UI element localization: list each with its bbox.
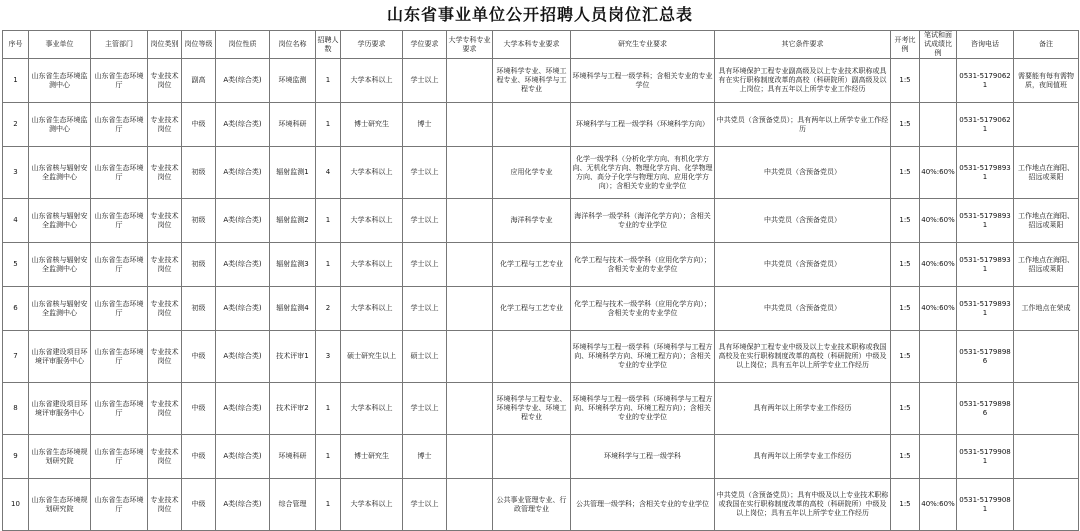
table-row — [3, 147, 1079, 199]
row-number: 9 — [3, 435, 29, 479]
exam-ratio-cell: 40%:60% — [920, 147, 957, 199]
other-requirements-cell: 具有两年以上所学专业工作经历 — [715, 383, 891, 435]
ratio-cell: 1:5 — [891, 59, 920, 103]
dept-cell: 山东省生态环境厅 — [91, 59, 148, 103]
college-major-cell — [447, 147, 493, 199]
note-cell: 工作地点在海阳、招远或莱阳 — [1014, 243, 1079, 287]
post-cell: 辐射监测4 — [270, 287, 316, 331]
row-number: 6 — [3, 287, 29, 331]
nature-cell: A类(综合类) — [216, 147, 270, 199]
table-row — [3, 331, 1079, 383]
column-header: 大学专科专业要求 — [447, 31, 493, 59]
bachelor-major-cell — [493, 103, 571, 147]
graduate-major-cell: 环境科学与工程一级学科 — [571, 435, 715, 479]
count-cell: 3 — [316, 331, 341, 383]
other-requirements-cell: 具有两年以上所学专业工作经历 — [715, 435, 891, 479]
level-cell: 初级 — [182, 243, 216, 287]
category-cell: 专业技术岗位 — [148, 435, 182, 479]
post-cell: 技术评审2 — [270, 383, 316, 435]
bachelor-major-cell: 应用化学专业 — [493, 147, 571, 199]
degree-cell: 博士 — [403, 435, 447, 479]
note-cell — [1014, 479, 1079, 531]
count-cell: 4 — [316, 147, 341, 199]
level-cell: 中级 — [182, 435, 216, 479]
note-cell: 工作地点在海阳、招远或莱阳 — [1014, 147, 1079, 199]
phone-cell: 0531-51790621 — [957, 103, 1014, 147]
graduate-major-cell: 化学一级学科（分析化学方向、有机化学方向、无机化学方向、物理化学方向、化学物理方向、高分子化学与物理方向、应用化学方向）；含相关专业的专业学位 — [571, 147, 715, 199]
unit-cell: 山东省生态环境规划研究院 — [29, 435, 91, 479]
exam-ratio-cell: 40%:60% — [920, 199, 957, 243]
dept-cell: 山东省生态环境厅 — [91, 331, 148, 383]
bachelor-major-cell: 化学工程与工艺专业 — [493, 287, 571, 331]
nature-cell: A类(综合类) — [216, 103, 270, 147]
column-header: 招聘人数 — [316, 31, 341, 59]
degree-cell: 学士以上 — [403, 59, 447, 103]
level-cell: 中级 — [182, 383, 216, 435]
degree-cell: 博士 — [403, 103, 447, 147]
category-cell: 专业技术岗位 — [148, 103, 182, 147]
column-header: 岗位类别 — [148, 31, 182, 59]
category-cell: 专业技术岗位 — [148, 287, 182, 331]
note-cell — [1014, 103, 1079, 147]
level-cell: 副高 — [182, 59, 216, 103]
other-requirements-cell: 中共党员（含预备党员） — [715, 199, 891, 243]
row-number: 10 — [3, 479, 29, 531]
exam-ratio-cell — [920, 103, 957, 147]
bachelor-major-cell: 环境科学专业、环境工程专业、环境科学与工程专业 — [493, 59, 571, 103]
dept-cell: 山东省生态环境厅 — [91, 383, 148, 435]
table-row — [3, 59, 1079, 103]
education-cell: 大学本科以上 — [341, 479, 403, 531]
phone-cell: 0531-51798931 — [957, 287, 1014, 331]
other-requirements-cell: 中共党员（含预备党员）；具有中级及以上专业技术职称或我国在实行职称制度改革的高校（科研院所）中级及以上岗位；具有五年以上所学专业工作经历 — [715, 479, 891, 531]
ratio-cell: 1:5 — [891, 103, 920, 147]
bachelor-major-cell: 海洋科学专业 — [493, 199, 571, 243]
degree-cell: 硕士以上 — [403, 331, 447, 383]
post-cell: 环境科研 — [270, 103, 316, 147]
row-number: 1 — [3, 59, 29, 103]
ratio-cell: 1:5 — [891, 479, 920, 531]
phone-cell: 0531-51798931 — [957, 199, 1014, 243]
nature-cell: A类(综合类) — [216, 383, 270, 435]
level-cell: 中级 — [182, 331, 216, 383]
column-header: 事业单位 — [29, 31, 91, 59]
level-cell: 中级 — [182, 479, 216, 531]
count-cell: 1 — [316, 243, 341, 287]
bachelor-major-cell — [493, 435, 571, 479]
college-major-cell — [447, 103, 493, 147]
count-cell: 1 — [316, 199, 341, 243]
row-number: 5 — [3, 243, 29, 287]
post-cell: 综合管理 — [270, 479, 316, 531]
nature-cell: A类(综合类) — [216, 287, 270, 331]
dept-cell: 山东省生态环境厅 — [91, 243, 148, 287]
unit-cell: 山东省核与辐射安全监测中心 — [29, 147, 91, 199]
note-cell: 需要能有每有需物质，夜间值班 — [1014, 59, 1079, 103]
education-cell: 大学本科以上 — [341, 147, 403, 199]
row-number: 8 — [3, 383, 29, 435]
table-row — [3, 199, 1079, 243]
college-major-cell — [447, 331, 493, 383]
unit-cell: 山东省核与辐射安全监测中心 — [29, 287, 91, 331]
recruitment-table — [2, 30, 1079, 531]
degree-cell: 学士以上 — [403, 287, 447, 331]
post-cell: 辐射监测2 — [270, 199, 316, 243]
row-number: 3 — [3, 147, 29, 199]
other-requirements-cell: 中共党员（含预备党员）；具有两年以上所学专业工作经历 — [715, 103, 891, 147]
dept-cell: 山东省生态环境厅 — [91, 199, 148, 243]
college-major-cell — [447, 479, 493, 531]
ratio-cell: 1:5 — [891, 287, 920, 331]
nature-cell: A类(综合类) — [216, 243, 270, 287]
college-major-cell — [447, 59, 493, 103]
unit-cell: 山东省生态环境监测中心 — [29, 59, 91, 103]
degree-cell: 学士以上 — [403, 383, 447, 435]
post-cell: 辐射监测3 — [270, 243, 316, 287]
other-requirements-cell: 具有环境保护工程专业副高级及以上专业技术职称或具有在实行职称制度改革的高校（科研院所）副高级及以上岗位；具有五年以上所学专业工作经历 — [715, 59, 891, 103]
count-cell: 1 — [316, 435, 341, 479]
note-cell — [1014, 383, 1079, 435]
graduate-major-cell: 环境科学与工程一级学科（环境科学与工程方向、环境科学方向、环境工程方向）；含相关专业的专业学位 — [571, 383, 715, 435]
level-cell: 初级 — [182, 147, 216, 199]
exam-ratio-cell — [920, 331, 957, 383]
table-row — [3, 435, 1079, 479]
level-cell: 初级 — [182, 287, 216, 331]
note-cell: 工作地点在海阳、招远或莱阳 — [1014, 199, 1079, 243]
count-cell: 1 — [316, 103, 341, 147]
graduate-major-cell: 海洋科学一级学科（海洋化学方向）；含相关专业的专业学位 — [571, 199, 715, 243]
count-cell: 1 — [316, 479, 341, 531]
college-major-cell — [447, 199, 493, 243]
dept-cell: 山东省生态环境厅 — [91, 287, 148, 331]
ratio-cell: 1:5 — [891, 435, 920, 479]
column-header: 咨询电话 — [957, 31, 1014, 59]
college-major-cell — [447, 435, 493, 479]
category-cell: 专业技术岗位 — [148, 199, 182, 243]
dept-cell: 山东省生态环境厅 — [91, 479, 148, 531]
category-cell: 专业技术岗位 — [148, 59, 182, 103]
phone-cell: 0531-51798986 — [957, 383, 1014, 435]
table-row — [3, 479, 1079, 531]
level-cell: 中级 — [182, 103, 216, 147]
college-major-cell — [447, 383, 493, 435]
exam-ratio-cell: 40%:60% — [920, 287, 957, 331]
unit-cell: 山东省生态环境监测中心 — [29, 103, 91, 147]
unit-cell: 山东省核与辐射安全监测中心 — [29, 199, 91, 243]
exam-ratio-cell: 40%:60% — [920, 479, 957, 531]
education-cell: 大学本科以上 — [341, 287, 403, 331]
column-header: 岗位名称 — [270, 31, 316, 59]
unit-cell: 山东省核与辐射安全监测中心 — [29, 243, 91, 287]
column-header: 学历要求 — [341, 31, 403, 59]
category-cell: 专业技术岗位 — [148, 331, 182, 383]
dept-cell: 山东省生态环境厅 — [91, 147, 148, 199]
graduate-major-cell: 化学工程与技术一级学科（应用化学方向）；含相关专业的专业学位 — [571, 243, 715, 287]
post-cell: 辐射监测1 — [270, 147, 316, 199]
row-number: 2 — [3, 103, 29, 147]
graduate-major-cell: 化学工程与技术一级学科（应用化学方向）；含相关专业的专业学位 — [571, 287, 715, 331]
phone-cell: 0531-51790621 — [957, 59, 1014, 103]
education-cell: 大学本科以上 — [341, 243, 403, 287]
count-cell: 2 — [316, 287, 341, 331]
count-cell: 1 — [316, 59, 341, 103]
dept-cell: 山东省生态环境厅 — [91, 103, 148, 147]
exam-ratio-cell — [920, 383, 957, 435]
bachelor-major-cell: 公共事业管理专业、行政管理专业 — [493, 479, 571, 531]
column-header: 主管部门 — [91, 31, 148, 59]
table-row — [3, 103, 1079, 147]
page-title: 山东省事业单位公开招聘人员岗位汇总表 — [386, 5, 693, 24]
education-cell: 大学本科以上 — [341, 199, 403, 243]
other-requirements-cell: 具有环境保护工程专业中级及以上专业技术职称或我国高校及在实行职称制度改革的高校（科研院所）中级及以上岗位；具有五年以上所学专业工作经历 — [715, 331, 891, 383]
phone-cell: 0531-51798986 — [957, 331, 1014, 383]
phone-cell: 0531-51799081 — [957, 479, 1014, 531]
row-number: 7 — [3, 331, 29, 383]
phone-cell: 0531-51798931 — [957, 243, 1014, 287]
column-header: 备注 — [1014, 31, 1079, 59]
post-cell: 环境监测 — [270, 59, 316, 103]
other-requirements-cell: 中共党员（含预备党员） — [715, 243, 891, 287]
college-major-cell — [447, 287, 493, 331]
category-cell: 专业技术岗位 — [148, 147, 182, 199]
category-cell: 专业技术岗位 — [148, 243, 182, 287]
table-row — [3, 287, 1079, 331]
post-cell: 环境科研 — [270, 435, 316, 479]
column-header: 研究生专业要求 — [571, 31, 715, 59]
nature-cell: A类(综合类) — [216, 435, 270, 479]
dept-cell: 山东省生态环境厅 — [91, 435, 148, 479]
level-cell: 初级 — [182, 199, 216, 243]
count-cell: 1 — [316, 383, 341, 435]
phone-cell: 0531-51799081 — [957, 435, 1014, 479]
ratio-cell: 1:5 — [891, 331, 920, 383]
post-cell: 技术评审1 — [270, 331, 316, 383]
bachelor-major-cell: 化学工程与工艺专业 — [493, 243, 571, 287]
education-cell: 大学本科以上 — [341, 59, 403, 103]
nature-cell: A类(综合类) — [216, 199, 270, 243]
graduate-major-cell: 环境科学与工程一级学科；含相关专业的专业学位 — [571, 59, 715, 103]
degree-cell: 学士以上 — [403, 243, 447, 287]
other-requirements-cell: 中共党员（含预备党员） — [715, 287, 891, 331]
column-header: 序号 — [3, 31, 29, 59]
column-header: 大学本科专业要求 — [493, 31, 571, 59]
phone-cell: 0531-51798931 — [957, 147, 1014, 199]
education-cell: 博士研究生 — [341, 103, 403, 147]
other-requirements-cell: 中共党员（含预备党员） — [715, 147, 891, 199]
ratio-cell: 1:5 — [891, 199, 920, 243]
column-header: 开考比例 — [891, 31, 920, 59]
ratio-cell: 1:5 — [891, 383, 920, 435]
graduate-major-cell: 环境科学与工程一级学科（环境科学与工程方向、环境科学方向、环境工程方向）；含相关专业的专业学位 — [571, 331, 715, 383]
degree-cell: 学士以上 — [403, 147, 447, 199]
bachelor-major-cell: 环境科学与工程专业、环境科学专业、环境工程专业 — [493, 383, 571, 435]
education-cell: 硕士研究生以上 — [341, 331, 403, 383]
unit-cell: 山东省建设项目环境评审服务中心 — [29, 331, 91, 383]
graduate-major-cell: 环境科学与工程一级学科（环境科学方向） — [571, 103, 715, 147]
bachelor-major-cell — [493, 331, 571, 383]
note-cell — [1014, 435, 1079, 479]
category-cell: 专业技术岗位 — [148, 479, 182, 531]
column-header: 笔试和面试成绩比例 — [920, 31, 957, 59]
column-header: 学位要求 — [403, 31, 447, 59]
unit-cell: 山东省建设项目环境评审服务中心 — [29, 383, 91, 435]
ratio-cell: 1:5 — [891, 147, 920, 199]
column-header: 其它条件要求 — [715, 31, 891, 59]
education-cell: 大学本科以上 — [341, 383, 403, 435]
education-cell: 博士研究生 — [341, 435, 403, 479]
column-header: 岗位等级 — [182, 31, 216, 59]
exam-ratio-cell — [920, 59, 957, 103]
column-header: 岗位性质 — [216, 31, 270, 59]
table-body — [3, 59, 1079, 531]
nature-cell: A类(综合类) — [216, 479, 270, 531]
nature-cell: A类(综合类) — [216, 331, 270, 383]
row-number: 4 — [3, 199, 29, 243]
header-row — [3, 31, 1079, 59]
degree-cell: 学士以上 — [403, 479, 447, 531]
nature-cell: A类(综合类) — [216, 59, 270, 103]
college-major-cell — [447, 243, 493, 287]
category-cell: 专业技术岗位 — [148, 383, 182, 435]
unit-cell: 山东省生态环境规划研究院 — [29, 479, 91, 531]
exam-ratio-cell: 40%:60% — [920, 243, 957, 287]
table-row — [3, 383, 1079, 435]
note-cell: 工作地点在荣成 — [1014, 287, 1079, 331]
table-row — [3, 243, 1079, 287]
degree-cell: 学士以上 — [403, 199, 447, 243]
ratio-cell: 1:5 — [891, 243, 920, 287]
graduate-major-cell: 公共管理一级学科；含相关专业的专业学位 — [571, 479, 715, 531]
exam-ratio-cell — [920, 435, 957, 479]
note-cell — [1014, 331, 1079, 383]
